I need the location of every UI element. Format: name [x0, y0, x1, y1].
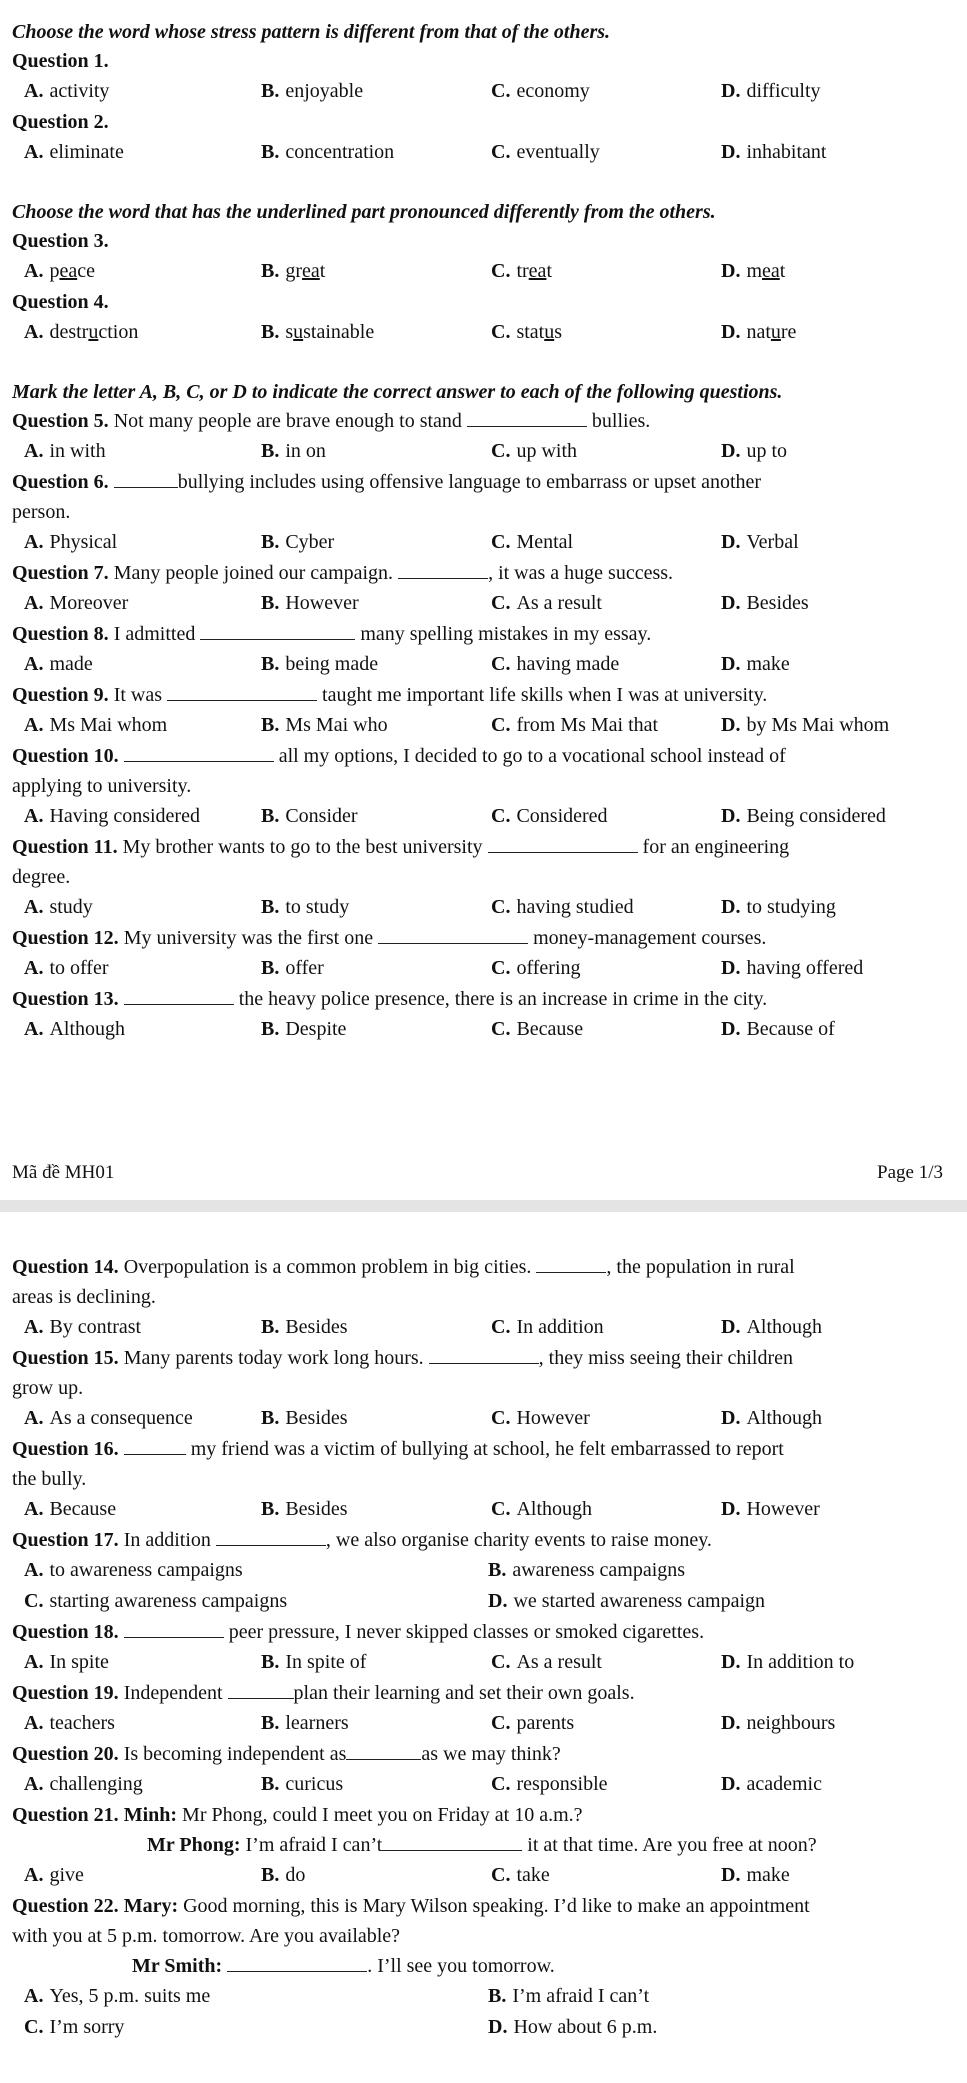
- q22-reply: Mr Smith: . I’ll see you tomorrow.: [132, 1955, 555, 1977]
- q5-option-b[interactable]: B. in on: [261, 440, 326, 462]
- q22-option-d[interactable]: D. How about 6 p.m.: [488, 2016, 658, 2038]
- q3-options: [12, 256, 943, 287]
- question-9: Question 9. It was taught me important life skills when I was at university.: [12, 684, 768, 706]
- section3-instruction: Mark the letter A, B, C, or D to indicate the correct answer to each of the following questions.: [12, 381, 783, 403]
- q8-option-a[interactable]: A. made: [24, 653, 93, 675]
- q17-options-row2: [12, 1586, 943, 1617]
- q19-option-d[interactable]: D. neighbours: [721, 1712, 836, 1734]
- q2-option-c[interactable]: C. eventually: [491, 141, 600, 163]
- q14-option-b[interactable]: B. Besides: [261, 1316, 348, 1338]
- q21-reply: Mr Phong: I’m afraid I can’t it at that time. Are you free at noon?: [147, 1834, 817, 1856]
- q5-options: [12, 436, 943, 467]
- q22-option-c[interactable]: C. I’m sorry: [24, 2016, 125, 2038]
- q9-option-a[interactable]: A. Ms Mai whom: [24, 714, 168, 736]
- q10-option-d[interactable]: D. Being considered: [721, 805, 886, 827]
- q7-options: [12, 588, 943, 619]
- q21-options: [12, 1860, 943, 1891]
- q20-option-c[interactable]: C. responsible: [491, 1773, 608, 1795]
- question-14: Question 14. Overpopulation is a common problem in big cities. , the population in rural areas is declining.: [12, 1256, 795, 1308]
- q11-option-a[interactable]: A. study: [24, 896, 93, 918]
- q18-option-d[interactable]: D. In addition to: [721, 1651, 855, 1673]
- question-13: Question 13. the heavy police presence, there is an increase in crime in the city.: [12, 988, 768, 1010]
- q18-options: [12, 1647, 943, 1678]
- q17-option-a[interactable]: A. to awareness campaigns: [24, 1559, 243, 1581]
- q7-option-d[interactable]: D. Besides: [721, 592, 809, 614]
- q15-option-d[interactable]: D. Although: [721, 1407, 823, 1429]
- question-12: Question 12. My university was the first one money-management courses.: [12, 927, 767, 949]
- q11-option-c[interactable]: C. having studied: [491, 896, 634, 918]
- q8-option-c[interactable]: C. having made: [491, 653, 620, 675]
- q2-options: [12, 137, 943, 168]
- question-15: Question 15. Many parents today work long hours. , they miss seeing their children grow up.: [12, 1347, 794, 1399]
- q20-option-b[interactable]: B. curicus: [261, 1773, 344, 1795]
- q2-option-a[interactable]: A. eliminate: [24, 141, 124, 163]
- q20-option-d[interactable]: D. academic: [721, 1773, 822, 1795]
- q1-option-d[interactable]: D. difficulty: [721, 80, 821, 102]
- q17-option-b[interactable]: B. awareness campaigns: [488, 1559, 686, 1581]
- q17-option-d[interactable]: D. we started awareness campaign: [488, 1590, 766, 1612]
- q16-option-d[interactable]: D. However: [721, 1498, 820, 1520]
- q7-option-b[interactable]: B. However: [261, 592, 359, 614]
- q13-option-a[interactable]: A. Although: [24, 1018, 126, 1040]
- q12-option-b[interactable]: B. offer: [261, 957, 324, 979]
- question-4: Question 4.: [12, 291, 109, 313]
- q15-option-c[interactable]: C. However: [491, 1407, 590, 1429]
- q13-option-d[interactable]: D. Because of: [721, 1018, 835, 1040]
- page-footer: [12, 1162, 943, 1184]
- q7-option-a[interactable]: A. Moreover: [24, 592, 129, 614]
- q15-option-a[interactable]: A. As a consequence: [24, 1407, 193, 1429]
- q22-options-row1: [12, 1981, 943, 2012]
- q10-option-c[interactable]: C. Considered: [491, 805, 608, 827]
- q11-options: [12, 892, 943, 923]
- q1-option-b[interactable]: B. enjoyable: [261, 80, 364, 102]
- q8-options: [12, 649, 943, 680]
- exam-code: Mã đề MH01: [12, 1162, 115, 1183]
- q14-options: [12, 1312, 943, 1343]
- q15-option-b[interactable]: B. Besides: [261, 1407, 348, 1429]
- q18-option-b[interactable]: B. In spite of: [261, 1651, 367, 1673]
- q10-options: [12, 801, 943, 832]
- q17-option-c[interactable]: C. starting awareness campaigns: [24, 1590, 288, 1612]
- q9-option-d[interactable]: D. by Ms Mai whom: [721, 714, 890, 736]
- q6-option-b[interactable]: B. Cyber: [261, 531, 335, 553]
- q11-option-d[interactable]: D. to studying: [721, 896, 836, 918]
- q6-option-c[interactable]: C. Mental: [491, 531, 574, 553]
- section2-instruction: Choose the word that has the underlined part pronounced differently from the others.: [12, 201, 716, 223]
- q19-option-a[interactable]: A. teachers: [24, 1712, 115, 1734]
- question-18: Question 18. peer pressure, I never skipped classes or smoked cigarettes.: [12, 1621, 705, 1643]
- q21-option-d[interactable]: D. make: [721, 1864, 790, 1886]
- section1-instruction: Choose the word whose stress pattern is different from that of the others.: [12, 21, 611, 43]
- q13-option-b[interactable]: B. Despite: [261, 1018, 347, 1040]
- q2-option-b[interactable]: B. concentration: [261, 141, 395, 163]
- q22-option-b[interactable]: B. I’m afraid I can’t: [488, 1985, 650, 2007]
- q16-option-b[interactable]: B. Besides: [261, 1498, 348, 1520]
- q4-option-d[interactable]: D. nature: [721, 321, 797, 343]
- q5-option-d[interactable]: D. up to: [721, 440, 788, 462]
- q13-options: [12, 1014, 943, 1045]
- question-16: Question 16. my friend was a victim of bullying at school, he felt embarrassed to report the bully.: [12, 1438, 784, 1490]
- question-10: Question 10. all my options, I decided to go to a vocational school instead of applying to university.: [12, 745, 786, 797]
- q14-option-a[interactable]: A. By contrast: [24, 1316, 142, 1338]
- question-5: Question 5. Not many people are brave enough to stand bullies.: [12, 410, 651, 432]
- q19-option-c[interactable]: C. parents: [491, 1712, 575, 1734]
- q16-option-c[interactable]: C. Although: [491, 1498, 593, 1520]
- page-separator: [0, 1200, 967, 1212]
- q6-option-a[interactable]: A. Physical: [24, 531, 118, 553]
- q21-option-a[interactable]: A. give: [24, 1864, 84, 1886]
- q6-option-d[interactable]: D. Verbal: [721, 531, 799, 553]
- question-8: Question 8. I admitted many spelling mistakes in my essay.: [12, 623, 652, 645]
- page-number: Page 1/3: [877, 1162, 943, 1183]
- q16-options: [12, 1494, 943, 1525]
- q18-option-a[interactable]: A. In spite: [24, 1651, 109, 1673]
- q19-options: [12, 1708, 943, 1739]
- q12-option-d[interactable]: D. having offered: [721, 957, 864, 979]
- q21-option-c[interactable]: C. take: [491, 1864, 550, 1886]
- question-21: Question 21. Minh: Mr Phong, could I meet you on Friday at 10 a.m.?: [12, 1804, 583, 1826]
- q18-option-c[interactable]: C. As a result: [491, 1651, 602, 1673]
- q3-option-b[interactable]: B. great: [261, 260, 326, 282]
- question-7: Question 7. Many people joined our campaign. , it was a huge success.: [12, 562, 674, 584]
- question-11: Question 11. My brother wants to go to the best university for an engineering degree.: [12, 836, 790, 888]
- q9-options: [12, 710, 943, 741]
- q14-option-c[interactable]: C. In addition: [491, 1316, 604, 1338]
- q19-option-b[interactable]: B. learners: [261, 1712, 349, 1734]
- question-2: Question 2.: [12, 111, 109, 133]
- q12-options: [12, 953, 943, 984]
- question-6: Question 6. bullying includes using offensive language to embarrass or upset another person.: [12, 471, 762, 523]
- question-17: Question 17. In addition , we also organise charity events to raise money.: [12, 1529, 712, 1551]
- q4-option-b[interactable]: B. sustainable: [261, 321, 375, 343]
- q10-option-b[interactable]: B. Consider: [261, 805, 358, 827]
- q11-option-b[interactable]: B. to study: [261, 896, 350, 918]
- q14-option-d[interactable]: D. Although: [721, 1316, 823, 1338]
- q17-options-row1: [12, 1555, 943, 1586]
- q5-option-a[interactable]: A. in with: [24, 440, 106, 462]
- q3-option-d[interactable]: D. meat: [721, 260, 786, 282]
- q1-option-a[interactable]: A. activity: [24, 80, 110, 102]
- q4-option-c[interactable]: C. status: [491, 321, 563, 343]
- q1-option-c[interactable]: C. economy: [491, 80, 590, 102]
- q21-option-b[interactable]: B. do: [261, 1864, 306, 1886]
- q5-option-c[interactable]: C. up with: [491, 440, 578, 462]
- q1-options: [12, 76, 943, 107]
- q20-options: [12, 1769, 943, 1800]
- q15-options: [12, 1403, 943, 1434]
- q9-option-b[interactable]: B. Ms Mai who: [261, 714, 388, 736]
- question-19: Question 19. Independent plan their learning and set their own goals.: [12, 1682, 635, 1704]
- q3-option-a[interactable]: A. peace: [24, 260, 95, 282]
- q13-option-c[interactable]: C. Because: [491, 1018, 584, 1040]
- q22-option-a[interactable]: A. Yes, 5 p.m. suits me: [24, 1985, 211, 2007]
- q16-option-a[interactable]: A. Because: [24, 1498, 117, 1520]
- q12-option-c[interactable]: C. offering: [491, 957, 581, 979]
- q22-options-row2: [12, 2012, 943, 2043]
- q3-option-c[interactable]: C. treat: [491, 260, 552, 282]
- q8-option-d[interactable]: D. make: [721, 653, 790, 675]
- page-2: [0, 1212, 967, 2083]
- question-3: Question 3.: [12, 230, 109, 252]
- q20-option-a[interactable]: A. challenging: [24, 1773, 143, 1795]
- q4-options: [12, 317, 943, 348]
- q4-option-a[interactable]: A. destruction: [24, 321, 139, 343]
- q8-option-b[interactable]: B. being made: [261, 653, 379, 675]
- q6-options: [12, 527, 943, 558]
- q9-option-c[interactable]: C. from Ms Mai that: [491, 714, 659, 736]
- q12-option-a[interactable]: A. to offer: [24, 957, 109, 979]
- question-22: Question 22. Mary: Good morning, this is Mary Wilson speaking. I’d like to make an appointment with you at 5 p.m. tomorrow. Are you available?: [12, 1895, 810, 1947]
- q7-option-c[interactable]: C. As a result: [491, 592, 602, 614]
- q2-option-d[interactable]: D. inhabitant: [721, 141, 827, 163]
- question-1: Question 1.: [12, 50, 109, 72]
- q10-option-a[interactable]: A. Having considered: [24, 805, 200, 827]
- question-20: Question 20. Is becoming independent as as we may think?: [12, 1743, 561, 1765]
